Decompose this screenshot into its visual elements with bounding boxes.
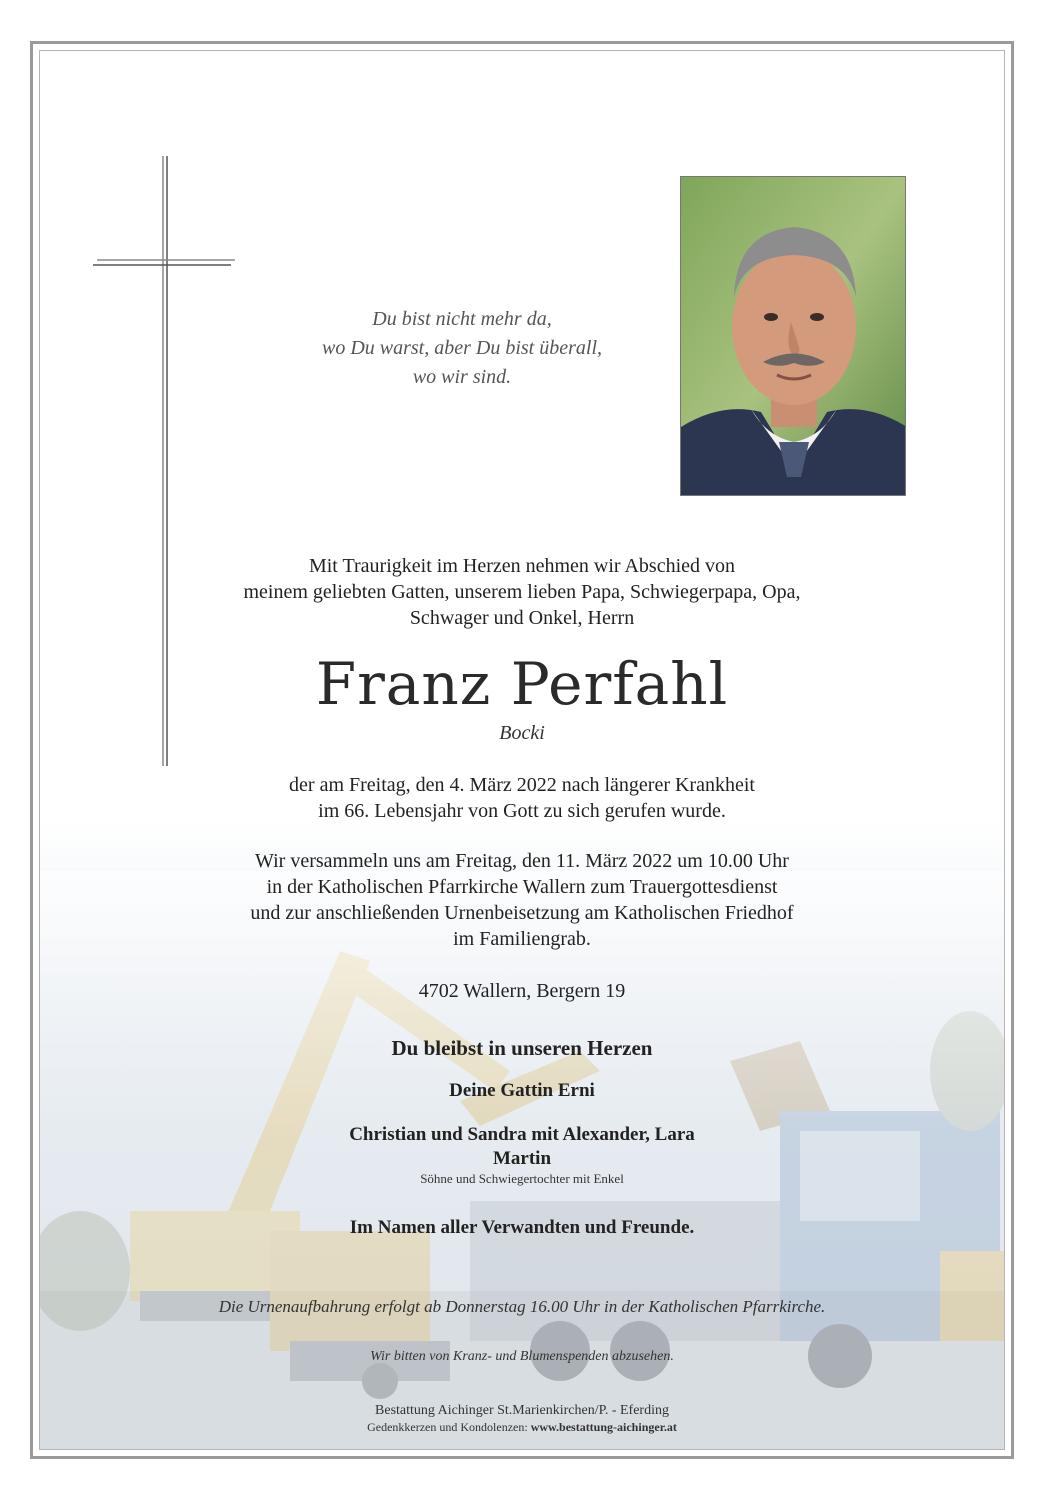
address: 4702 Wallern, Bergern 19 [418,980,626,1002]
death-line-1: der am Freitag, den 4. März 2022 nach längerer Krankheit [289,774,755,796]
funeral-line-4: im Familiengrab. [453,928,591,950]
intro-line-1: Mit Traurigkeit im Herzen nehmen wir Abschied von [308,555,736,577]
death-announcement [0,772,1044,824]
mourner-wife: Deine Gattin Erni [449,1080,595,1101]
funeral-line-2: in der Katholischen Pfarrkirche Wallern zum Trauergottesdienst [266,876,778,898]
mourner-children [0,1123,1044,1171]
deceased-nickname: Bocki [499,722,545,744]
funeral-line-3: und zur anschließenden Urnenbeisetzung am Katholischen Friedhof [250,902,794,924]
quote-line-1: Du bist nicht mehr da, [372,308,552,330]
funeral-line-1: Wir versammeln uns am Freitag, den 11. März 2022 um 10.00 Uhr [255,850,789,872]
condolences-label: Gedenkkerzen und Kondolenzen: [367,1420,528,1434]
condolences-line [0,1420,1044,1435]
website-link[interactable]: www.bestattung-aichinger.at [530,1420,677,1434]
funeral-details [0,848,1044,952]
death-line-2: im 66. Lebensjahr von Gott zu sich gerufen wurde. [318,800,726,822]
children-line-1: Christian und Sandra mit Alexander, Lara [349,1124,695,1145]
deceased-name: Franz Perfahl [315,650,729,718]
portrait-photo [680,176,906,496]
viewing-note: Die Urnenaufbahrung erfolgt ab Donnerstag 16.00 Uhr in der Katholischen Pfarrkirche. [218,1297,826,1316]
children-line-2: Martin [492,1148,552,1169]
intro-line-2: meinem geliebten Gatten, unserem lieben Papa, Schwiegerpapa, Opa, [243,581,801,603]
quote-line-2: wo Du warst, aber Du bist überall, [321,337,603,359]
memorial-quote [232,305,692,392]
children-note: Söhne und Schwiegertochter mit Enkel [420,1171,624,1186]
intro-text [0,553,1044,631]
funeral-home: Bestattung Aichinger St.Marienkirchen/P. - Eferding [375,1403,669,1418]
quote-line-3: wo wir sind. [412,366,512,388]
flowers-note: Wir bitten von Kranz- und Blumenspenden abzusehen. [370,1349,674,1364]
intro-line-3: Schwager und Onkel, Herrn [409,607,635,629]
portrait-image [681,177,906,496]
mourner-relatives: Im Namen aller Verwandten und Freunde. [349,1217,695,1238]
motto: Du bleibst in unseren Herzen [391,1036,653,1060]
